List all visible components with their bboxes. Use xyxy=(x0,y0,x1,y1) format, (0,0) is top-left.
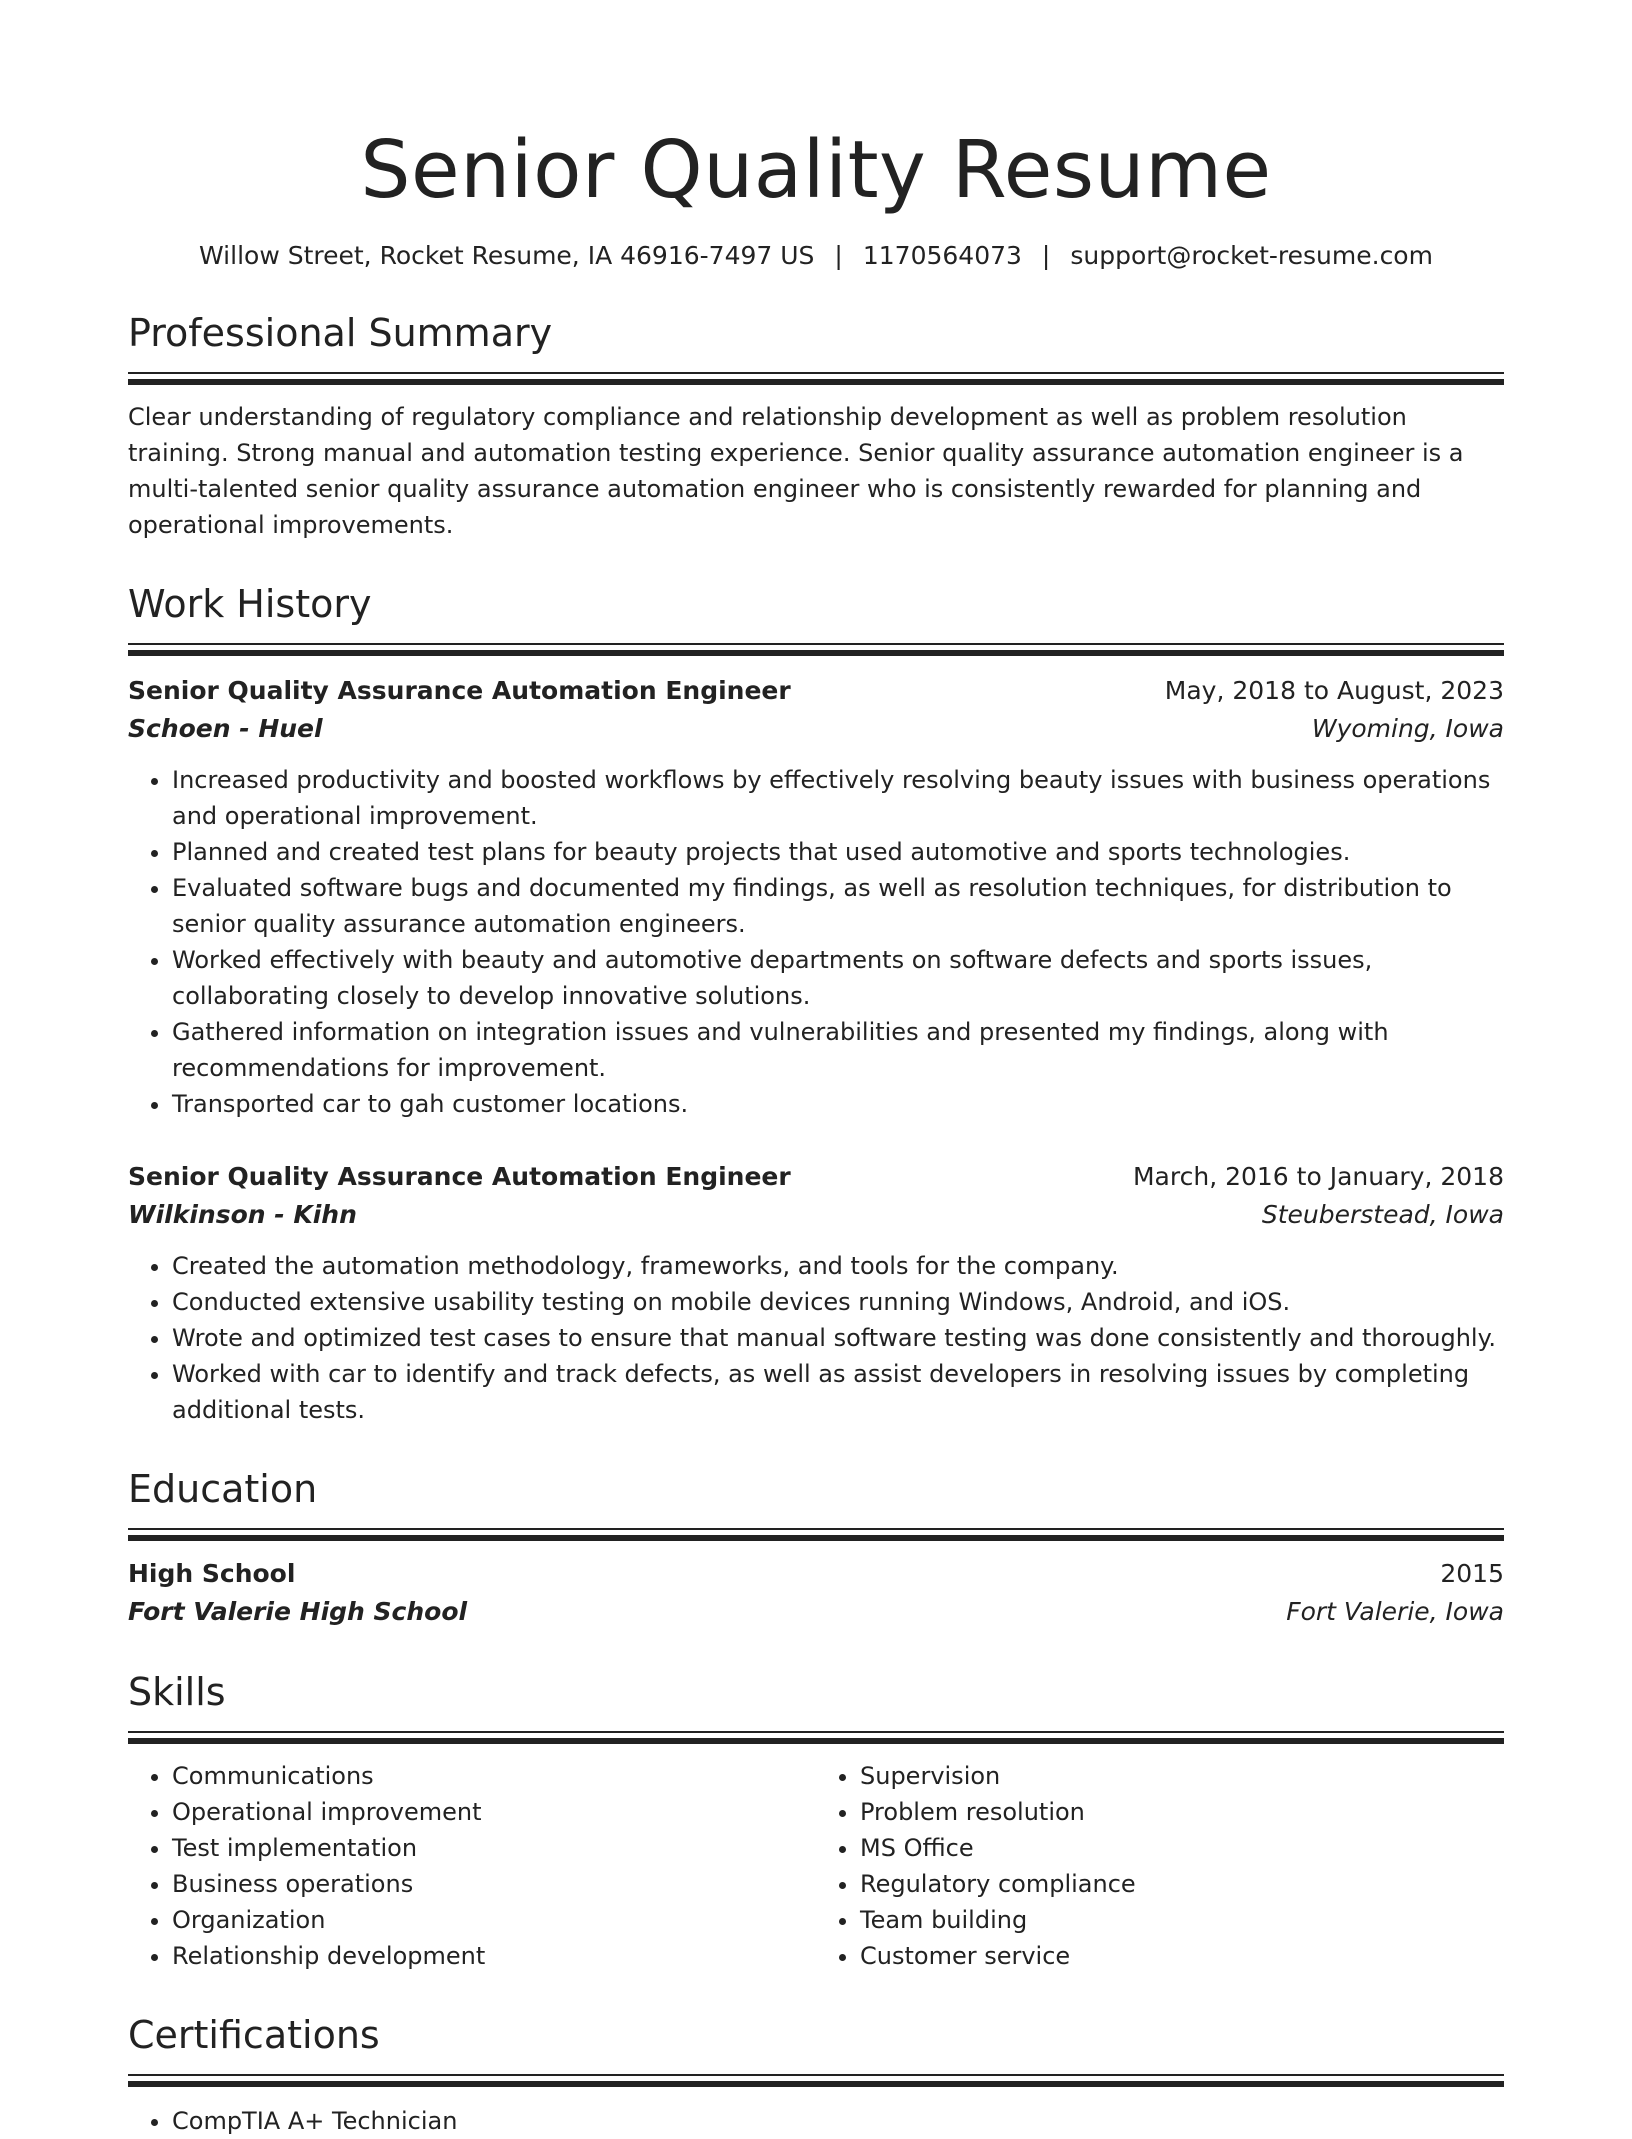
skills-column-left xyxy=(128,1758,816,1974)
contact-separator: | xyxy=(1041,241,1051,270)
certifications-list xyxy=(128,2103,1504,2139)
skill-item: • Relationship development xyxy=(172,1938,816,1974)
job-location: Wyoming, Iowa xyxy=(1311,714,1504,743)
section-heading-skills: Skills xyxy=(128,1669,1504,1733)
resume-title: Senior Quality Resume xyxy=(360,124,1272,216)
contact-phone: 1170564073 xyxy=(862,241,1022,270)
work-section xyxy=(128,581,1504,1428)
section-divider xyxy=(128,1738,1504,1744)
job-title: Senior Quality Assurance Automation Engineer xyxy=(128,1162,791,1191)
certifications-section xyxy=(128,2012,1504,2139)
skill-item: • Operational improvement xyxy=(172,1794,816,1830)
skill-item: • Regulatory compliance xyxy=(860,1866,1504,1902)
job-bullet: • Worked effectively with beauty and automotive departments on software defects and sports issues, collaborating closely to develop innovative solutions. xyxy=(172,942,1504,1014)
job-bullet: • Created the automation methodology, frameworks, and tools for the company. xyxy=(172,1248,1504,1284)
section-divider xyxy=(128,1535,1504,1541)
skills-section xyxy=(128,1669,1504,1974)
section-heading-work: Work History xyxy=(128,581,1504,645)
summary-text: Clear understanding of regulatory compliance and relationship development as well as problem resolution training. Strong manual and automation testing experience. Senior quality assurance automation engineer is a multi-talented senior quality assurance automation engineer who is consistently rewarded for planning and operational improvements. xyxy=(128,403,1464,539)
job-company: Schoen - Huel xyxy=(128,714,323,743)
job-bullet: • Worked with car to identify and track defects, as well as assist developers in resolving issues by completing additional tests. xyxy=(172,1356,1504,1428)
job-bullet: • Planned and created test plans for beauty projects that used automotive and sports technologies. xyxy=(172,834,1504,870)
job-bullet: • Transported car to gah customer locations. xyxy=(172,1086,1504,1122)
certification-item: • CompTIA A+ Technician xyxy=(172,2103,1504,2139)
skill-item: • Problem resolution xyxy=(860,1794,1504,1830)
skill-item: • Customer service xyxy=(860,1938,1504,1974)
job-bullet: • Evaluated software bugs and documented my findings, as well as resolution techniques, for distribution to senior quality assurance automation engineers. xyxy=(172,870,1504,942)
education-location: Fort Valerie, Iowa xyxy=(1286,1597,1504,1626)
resume-page xyxy=(128,0,1504,2139)
job-bullet: • Increased productivity and boosted workflows by effectively resolving beauty issues with business operations and operational improvement. xyxy=(172,762,1504,834)
section-heading-education: Education xyxy=(128,1466,1504,1530)
section-divider xyxy=(128,2081,1504,2087)
education-year: 2015 xyxy=(1440,1559,1504,1588)
education-degree: High School xyxy=(128,1559,296,1588)
section-heading-summary: Professional Summary xyxy=(128,310,1504,374)
job-bullet: • Gathered information on integration issues and vulnerabilities and presented my findings, along with recommendations for improvement. xyxy=(172,1014,1504,1086)
job-dates: March, 2016 to January, 2018 xyxy=(1132,1162,1504,1191)
contact-separator: | xyxy=(834,241,843,270)
job-entry xyxy=(128,672,1504,1122)
skill-item: • Team building xyxy=(860,1902,1504,1938)
section-divider xyxy=(128,650,1504,656)
job-dates: May, 2018 to August, 2023 xyxy=(1164,676,1504,705)
section-heading-certifications: Certifications xyxy=(128,2012,1504,2076)
skill-item: • Supervision xyxy=(860,1758,1504,1794)
section-divider xyxy=(128,379,1504,385)
contact-line xyxy=(128,240,1504,272)
contact-email: support@rocket-resume.com xyxy=(1070,241,1433,270)
job-location: Steuberstead, Iowa xyxy=(1261,1200,1504,1229)
job-bullet: • Wrote and optimized test cases to ensure that manual software testing was done consistently and thoroughly. xyxy=(172,1320,1504,1356)
skill-item: • Business operations xyxy=(172,1866,816,1902)
skill-item: • MS Office xyxy=(860,1830,1504,1866)
job-bullet: • Conducted extensive usability testing on mobile devices running Windows, Android, and iOS. xyxy=(172,1284,1504,1320)
education-school: Fort Valerie High School xyxy=(128,1597,468,1626)
contact-address: Willow Street, Rocket Resume, IA 46916-7497 US xyxy=(199,241,815,270)
job-bullets xyxy=(128,762,1504,1122)
job-entry xyxy=(128,1158,1504,1428)
job-company: Wilkinson - Kihn xyxy=(128,1200,357,1229)
skill-item: • Communications xyxy=(172,1758,816,1794)
job-bullets xyxy=(128,1248,1504,1428)
skills-column-right xyxy=(816,1758,1504,1974)
job-title: Senior Quality Assurance Automation Engineer xyxy=(128,676,791,705)
summary-section xyxy=(128,310,1504,543)
education-section xyxy=(128,1466,1504,1631)
skill-item: • Organization xyxy=(172,1902,816,1938)
skill-item: • Test implementation xyxy=(172,1830,816,1866)
